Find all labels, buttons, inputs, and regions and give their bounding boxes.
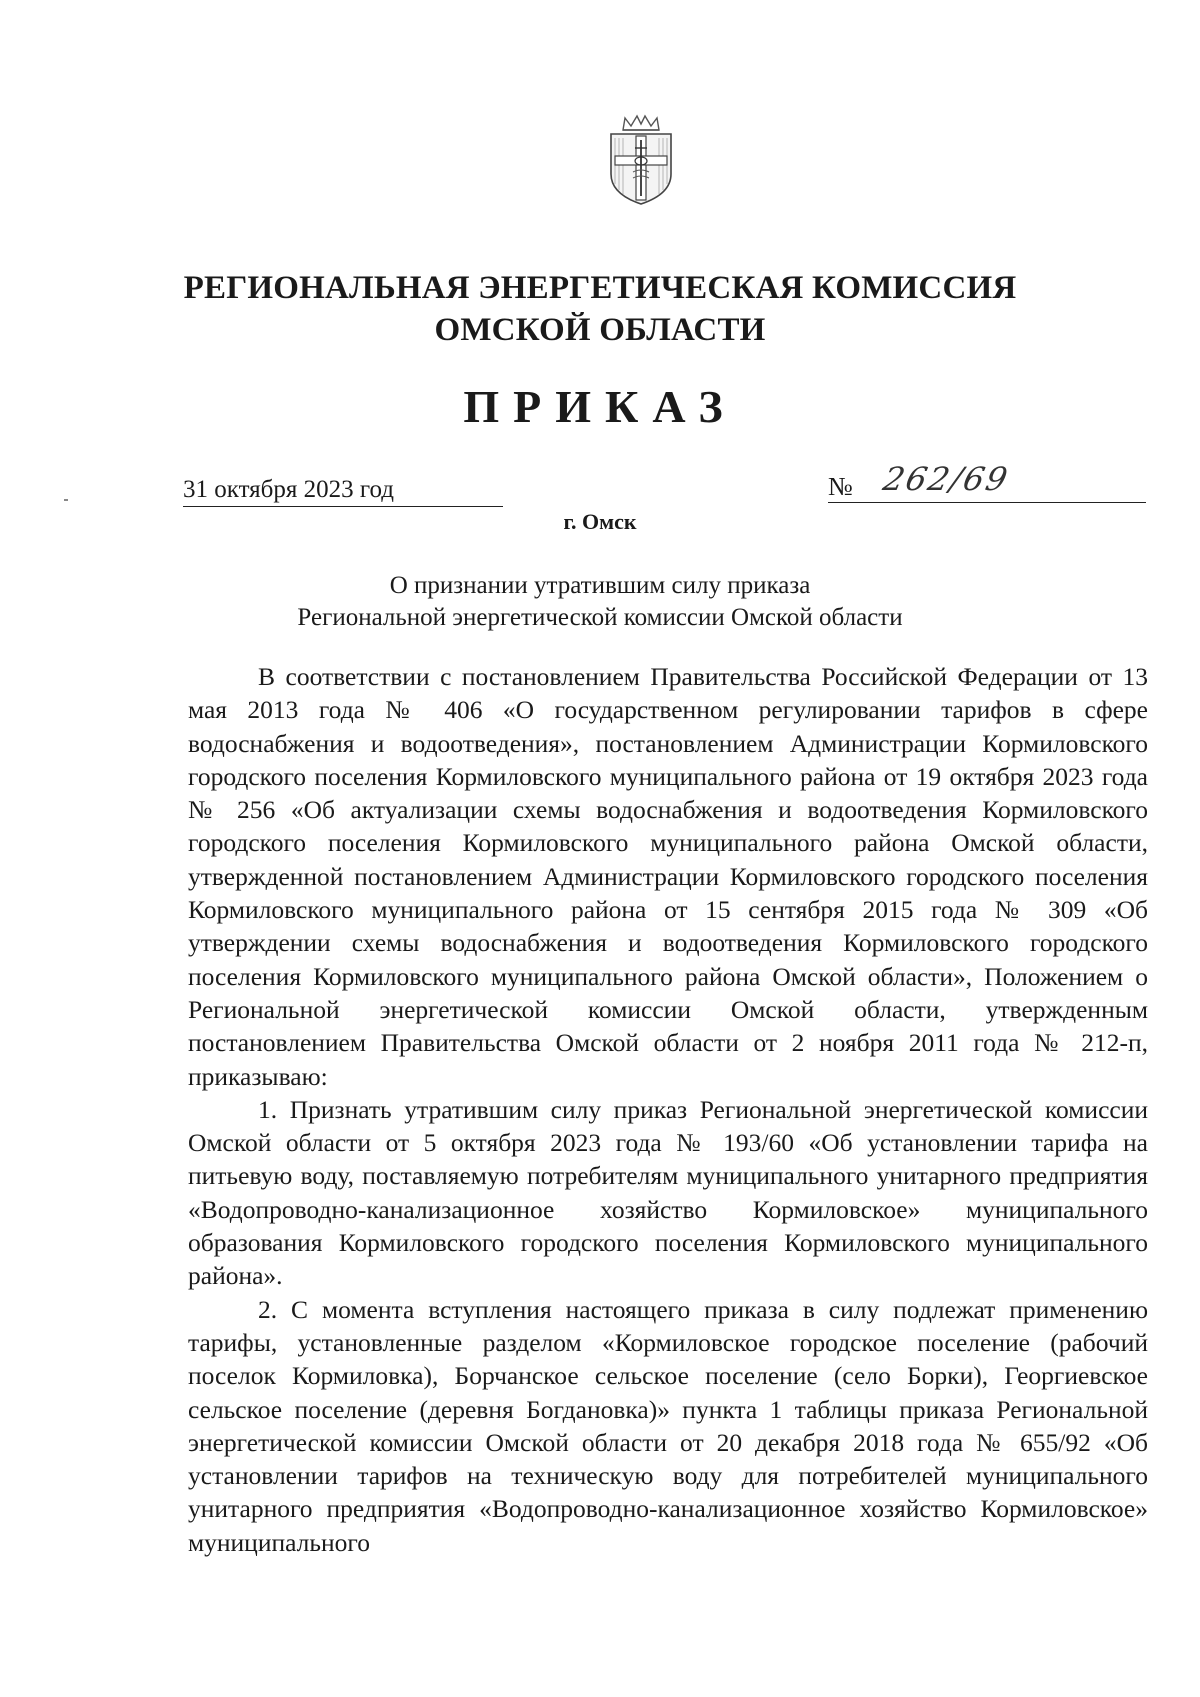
number-sign: № [828, 472, 853, 501]
document-body [188, 660, 1148, 1559]
preamble-paragraph: В соответствии с постановлением Правительства Российской Федерации от 13 мая 2013 года № 406 «О государственном регулировании тарифов в сфере водоснабжения и водоотведения», постановлением Администрации Кормиловского городского поселения Кормиловского муниципального района от 19 октября 2023 года № 256 «Об актуализации схемы водоснабжения и водоотведения Кормиловского городского поселения Кормиловского муниципального района Омской области, утвержденной постановлением Администрации Кормиловского городского поселения Кормиловского муниципального района от 15 сентября 2015 года № 309 «Об утверждении схемы водоснабжения и водоотведения Кормиловского городского поселения Кормиловского муниципального района Омской области», Положением о Региональной энергетической комиссии Омской области, утвержденным постановлением Правительства Омской области от 2 ноября 2011 года № 212-п, приказываю: [188, 662, 1148, 1091]
document-type-title: ПРИКАЗ [463, 381, 737, 432]
scan-speck [64, 499, 68, 501]
order-item-1: 1. Признать утратившим силу приказ Региональной энергетической комиссии Омской области от 5 октября 2023 года № 193/60 «Об установлении тарифа на питьевую воду, поставляемую потребителям муниципального унитарного предприятия «Водопроводно-канализационное хозяйство Кормиловское» муниципального образования Кормиловского городского поселения Кормиловского муниципального района». [188, 1094, 1148, 1291]
subject-line2: Региональной энергетической комиссии Омской области [297, 604, 903, 631]
coat-of-arms-icon [603, 112, 679, 208]
subject-line1: О признании утратившим силу приказа [389, 572, 811, 599]
document-number-field [828, 460, 1146, 503]
document-city: г. Омск [563, 509, 637, 534]
document-date: 31 октября 2023 год [183, 476, 503, 507]
document-number-handwritten: 262/69 [879, 460, 1013, 498]
order-item-2: 2. С момента вступления настоящего приказа в силу подлежат применению тарифы, установленные разделом «Кормиловское городское поселение (рабочий поселок Кормиловка), Борчанское сельское поселение (село Борки), Георгиевское сельское поселение (деревня Богдановка)» пункта 1 таблицы приказа Региональной энергетической комиссии Омской области от 20 декабря 2018 года № 655/92 «Об установлении тарифов на техническую воду для потребителей муниципального унитарного предприятия «Водопроводно-канализационное хозяйство Кормиловское» муниципального [188, 1294, 1148, 1557]
organization-name-line1: РЕГИОНАЛЬНАЯ ЭНЕРГЕТИЧЕСКАЯ КОМИССИЯ [183, 270, 1017, 306]
organization-name-line2: ОМСКОЙ ОБЛАСТИ [434, 312, 766, 348]
